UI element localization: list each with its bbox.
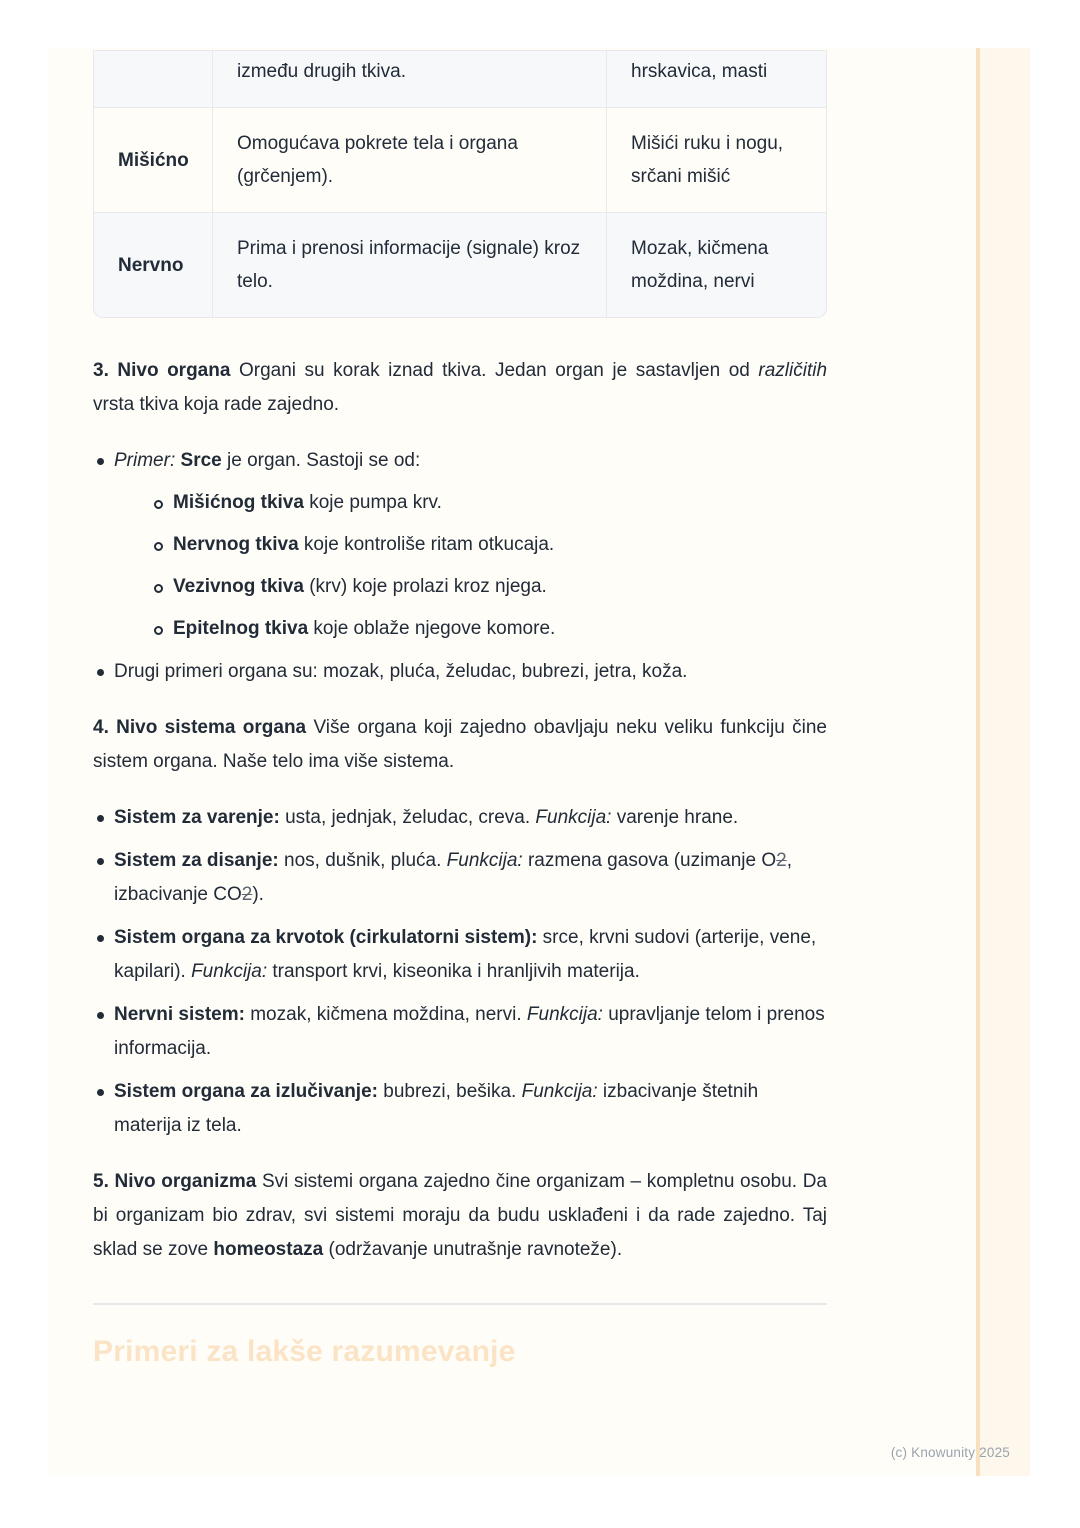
list-item — [150, 486, 827, 520]
list-item-text: Sistem za varenje: usta, jednjak, želudac, creva. Funkcija: varenje hrane. — [114, 807, 739, 828]
page-content — [93, 50, 827, 1369]
list-item-text: Nervnog tkiva koje kontroliše ritam otkucaja. — [173, 534, 555, 555]
list-item-text: Nervni sistem: mozak, kičmena moždina, nervi. Funkcija: upravljanje telom i prenos informacija. — [114, 1004, 825, 1059]
watermark-text: (c) Knowunity 2025 — [890, 1445, 1010, 1460]
list-item — [150, 528, 827, 562]
paragraph-organ-system-level: 4. Nivo sistema organa Više organa koji zajedno obavljaju neku veliku funkciju čine sistem organa. Naše telo ima više sistema. — [93, 717, 827, 772]
list-item-text: Drugi primeri organa su: mozak, pluća, želudac, bubrezi, jetra, koža. — [114, 661, 688, 682]
table-cell-function: Prima i prenosi informacije (signale) kroz telo. — [213, 213, 607, 318]
table-row — [93, 108, 827, 213]
section-divider — [93, 1303, 827, 1305]
list-item — [93, 801, 827, 835]
section-heading-examples: Primeri za lakše razumevanje — [93, 1335, 516, 1368]
page-accent-strip — [976, 48, 1030, 1476]
list-item — [150, 612, 827, 646]
table-row — [93, 50, 827, 108]
list-item — [93, 921, 827, 989]
table-cell-examples: Mišići ruku i nogu, srčani mišić — [607, 108, 827, 213]
paragraph-organism-level: 5. Nivo organizma Svi sistemi organa zajedno čine organizam – kompletnu osobu. Da bi organizam bio zdrav, svi sistemi moraju da budu usklađeni i da rade zajedno. Taj sklad se zove homeostaza (održavanje unutrašnje ravnoteže). — [93, 1171, 827, 1260]
list-item — [93, 998, 827, 1066]
table-cell-tissue-name: Mišićno — [93, 108, 213, 213]
table-cell-function: Omogućava pokrete tela i organa (grčenjem). — [213, 108, 607, 213]
table-cell-tissue-name: Nervno — [93, 213, 213, 318]
table-row — [93, 213, 827, 318]
table-cell-tissue-name — [93, 50, 213, 108]
organ-examples-list — [93, 444, 827, 689]
paragraph-organ-level: 3. Nivo organa Organi su korak iznad tkiva. Jedan organ je sastavljen od različitih vrsta tkiva koja rade zajedno. — [93, 360, 828, 415]
table-cell-examples: hrskavica, masti — [607, 50, 827, 108]
list-item-text: Vezivnog tkiva (krv) koje prolazi kroz njega. — [173, 576, 547, 597]
list-item-text: Sistem organa za krvotok (cirkulatorni sistem): srce, krvni sudovi (arterije, vene, kapilari). Funkcija: transport krvi, kiseonika i hranljivih materija. — [114, 927, 817, 982]
list-item — [150, 570, 827, 604]
list-item — [93, 844, 827, 912]
list-item — [93, 655, 827, 689]
document-page — [48, 48, 1030, 1476]
list-item — [93, 444, 827, 646]
list-item-text: Sistem organa za izlučivanje: bubrezi, bešika. Funkcija: izbacivanje štetnih materija iz tela. — [114, 1081, 759, 1136]
list-item — [93, 1075, 827, 1143]
list-item-text: Sistem za disanje: nos, dušnik, pluća. Funkcija: razmena gasova (uzimanje O2, izbacivanje CO2). — [114, 850, 793, 905]
list-item-text: Mišićnog tkiva koje pumpa krv. — [173, 492, 442, 513]
list-item-text: Primer: Srce je organ. Sastoji se od: — [114, 450, 421, 471]
organ-systems-list — [93, 801, 827, 1143]
list-item-text: Epitelnog tkiva koje oblaže njegove komore. — [173, 618, 556, 639]
table-cell-examples: Mozak, kičmena moždina, nervi — [607, 213, 827, 318]
tissue-types-table — [93, 50, 827, 318]
table-cell-function: između drugih tkiva. — [213, 50, 607, 108]
heart-tissues-sublist — [150, 486, 827, 646]
